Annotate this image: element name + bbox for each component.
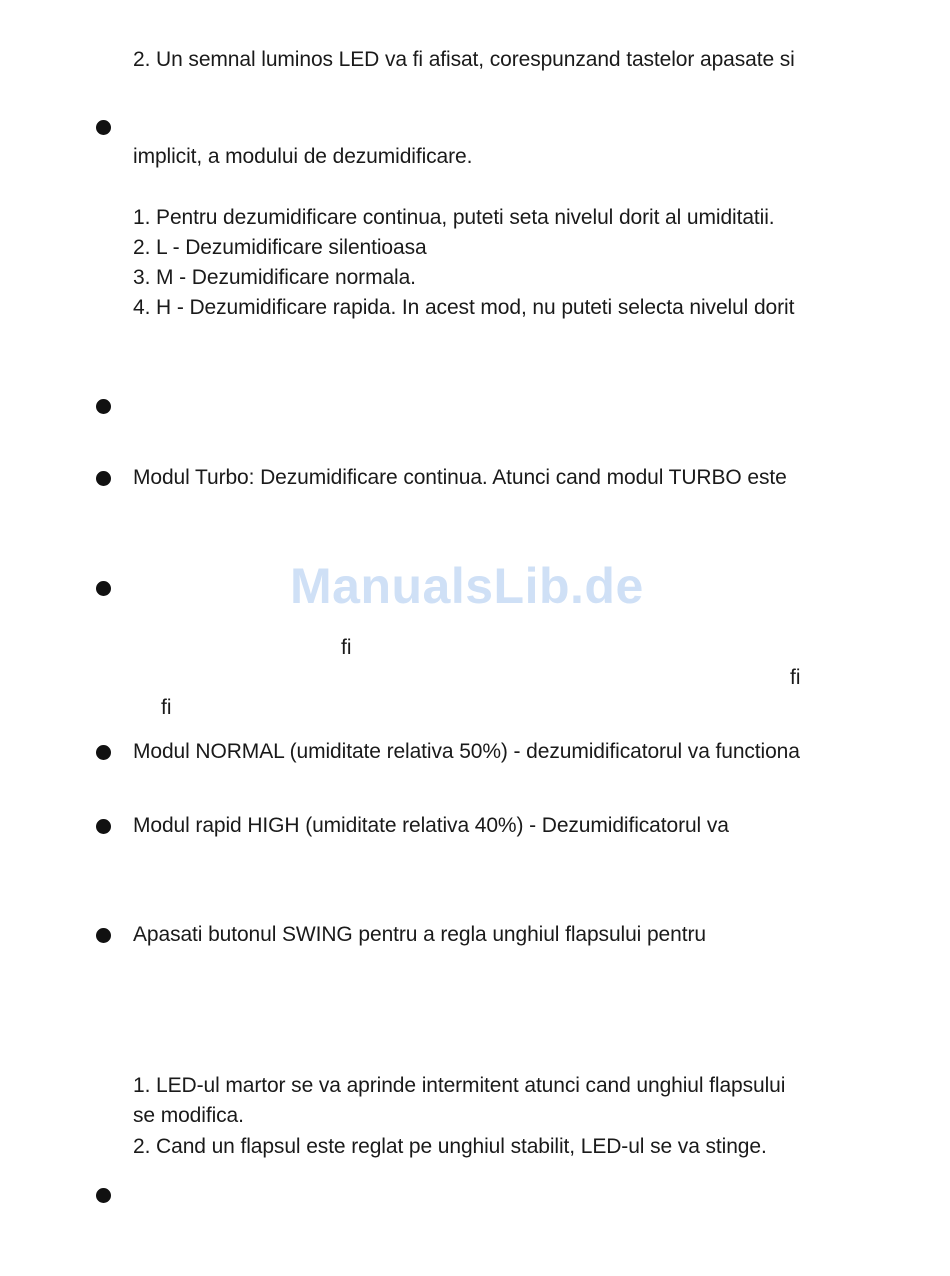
list-item: 4. H - Dezumidificare rapida. In acest mod, nu puteti selecta nivelul dorit [133,296,795,319]
list-item: se modifica. [133,1104,244,1127]
bullet-dot [96,399,111,414]
bullet-dot [96,120,111,135]
list-item: 2. Cand un flapsul este reglat pe unghiul stabilit, LED-ul se va stinge. [133,1135,767,1158]
bullet-text: Modul Turbo: Dezumidificare continua. Atunci cand modul TURBO este [133,466,787,489]
bullet-dot [96,819,111,834]
list-item: 1. LED-ul martor se va aprinde intermitent atunci cand unghiul flapsului [133,1074,786,1097]
bullet-dot [96,1188,111,1203]
ligature-fragment: ﬁ [341,636,352,659]
bullet-text: Modul NORMAL (umiditate relativa 50%) - dezumidificatorul va functiona [133,740,800,763]
ligature-fragment: ﬁ [790,666,801,689]
list-item: 3. M - Dezumidificare normala. [133,266,416,289]
list-item: 2. L - Dezumidificare silentioasa [133,236,427,259]
watermark-logo: ManualsLib.de [290,558,644,614]
instruction-line: implicit, a modului de dezumidificare. [133,145,473,168]
bullet-text: Modul rapid HIGH (umiditate relativa 40%) - Dezumidificatorul va [133,814,729,837]
bullet-text: Apasati butonul SWING pentru a regla unghiul flapsului pentru [133,923,706,946]
ligature-fragment: ﬁ [161,696,172,719]
bullet-dot [96,928,111,943]
instruction-line: 2. Un semnal luminos LED va fi afisat, corespunzand tastelor apasate si [133,48,795,71]
bullet-dot [96,471,111,486]
bullet-dot [96,581,111,596]
list-item: 1. Pentru dezumidificare continua, puteti seta nivelul dorit al umiditatii. [133,206,775,229]
bullet-dot [96,745,111,760]
